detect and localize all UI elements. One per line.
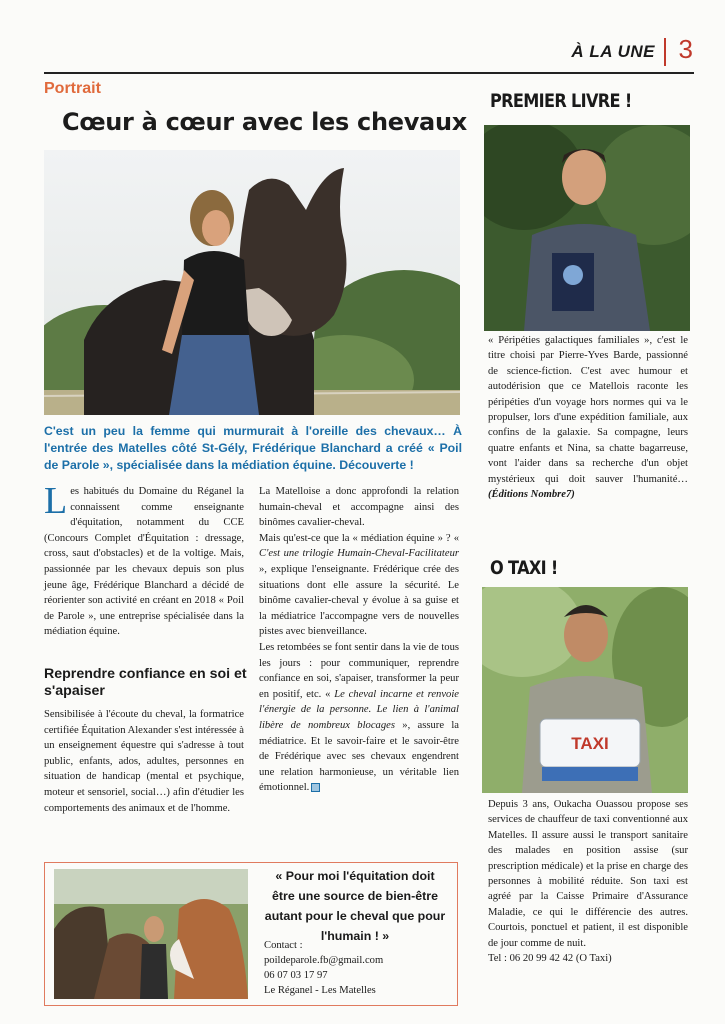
sidebar-book-text xyxy=(488,333,688,502)
inline-quote: Le cheval incarne et renvoie l'énergie de la personne. Le lien à l'animal libère de nombreux blocages xyxy=(259,688,459,731)
body-paragraph: es habitués du Domaine du Réganel la connaissent comme enseignante d'équitation, notamment du CCE (Concours Complet d'Équitation : dressage, cross, saut d'obstacles) et de la voltige. Mais, passionnée par les chevaux depuis son plus jeune âge, Frédérique Blanchard a décidé de réorienter son activité en créant en 2018 « Poil de Parole », une entreprise spécialisée dans la médiation équine. xyxy=(44,486,244,638)
body-paragraph: Mais qu'est-ce que la « médiation équine » ? « C'est une trilogie Humain-Cheval-Facilitateur », explique l'enseignante. Frédérique crée des situations dont elle assure la sécurité. Le binôme cavalier-cheval y évolue à sa guise et la médiatrice l'accompagne vers de nouvelles pistes avec bienveillance. xyxy=(259,532,459,638)
article-column-1-continued xyxy=(44,707,244,816)
sidebar-taxi-text xyxy=(488,797,688,966)
page-number: 3 xyxy=(678,34,693,64)
section-label: À LA UNE xyxy=(571,42,655,61)
sidebar-taxi-phone: Tel : 06 20 99 42 42 (O Taxi) xyxy=(488,953,612,965)
body-paragraph: Les retombées se font sentir dans la vie de tous les jours : pour communiquer, reprendre confiance en soi, s'apaiser, transformer la peur en positif, etc. « Le cheval incarne et renvoie l'énergie de la personne. Le lien à l'animal libère de nombreux blocages », assure la médiatrice. Et le savoir-faire et le savoir-être de Frédérique avec ses chevaux engendrent une relation harmonieuse, un véritable lien émotionnel. xyxy=(259,641,459,794)
sidebar-book-paragraph: « Péripéties galactiques familiales », c'est le titre choisi par Pierre-Yves Barde, passionné de science-fiction. C'est avec humour et autodérision que ce Matellois raconte les péripéties d'un voyage hors normes qui va le propulser, lors d'une expédition familiale, aux confins de la galaxie. Sa compagne, leurs quatre enfants et Nina, sa chatte bagarreuse, vont l'aider dans sa recherche d'un objet mystérieux qui doit sauver l'humanité… xyxy=(488,335,688,485)
taxi-sign-label: TAXI xyxy=(571,734,609,753)
contact-place: Le Réganel - Les Matelles xyxy=(264,985,376,996)
article-kicker: Portrait xyxy=(44,80,101,97)
article-headline: Cœur à cœur avec les chevaux xyxy=(62,108,467,136)
contact-label: Contact : xyxy=(264,940,303,951)
page-number-divider xyxy=(664,38,666,66)
drop-cap: L xyxy=(44,480,68,522)
photo-horses-herd xyxy=(54,869,248,999)
contact-phone: 06 07 03 17 97 xyxy=(264,970,328,981)
body-paragraph: Sensibilisée à l'écoute du cheval, la formatrice certifiée Équitation Alexander s'est intéressée à un enseignement équestre qui s'adresse à tout public, enfants, ados, adultes, personnes en situation de handicap (mental et psychique, moteur et sensoriel, social…) afin d'étudier les comportements des animaux et de l'homme. xyxy=(44,709,244,814)
sidebar-book-credit: (Éditions Nombre7) xyxy=(488,489,575,501)
header-rule xyxy=(44,72,694,74)
main-photo-woman-with-horse xyxy=(44,150,460,415)
article-column-2 xyxy=(259,484,459,796)
sidebar-taxi-paragraph: Depuis 3 ans, Oukacha Ouassou propose ses services de chauffeur de taxi conventionné aux Matelles. Il assure aussi le transport sanitaire des malades en position assise (sur prescription médicale) et la prise en charge des personnes à mobilité réduite. Son taxi est agréé par la Caisse Primaire d'Assurance Maladie, ce qui le différencie des autres. Courtois, ponctuel et patient, il est disponible de jour comme de nuit. xyxy=(488,799,688,949)
article-column-1 xyxy=(44,480,244,640)
body-paragraph: La Matelloise a donc approfondi la relation humain-cheval et accompagne ainsi des binômes cavalier-cheval. xyxy=(259,486,459,529)
end-mark-icon xyxy=(311,783,320,792)
photo-taxi-driver xyxy=(482,587,688,793)
pull-quote: « Pour moi l'équitation doit être une source de bien-être autant pour le cheval que pour l'humain ! » xyxy=(264,869,446,943)
sidebar-taxi-title: O TAXI ! xyxy=(490,557,558,579)
photo-author-with-book xyxy=(484,125,690,331)
article-subheading: Reprendre confiance en soi et s'apaiser xyxy=(44,666,247,699)
contact-block xyxy=(264,938,454,998)
sidebar-book-title: PREMIER LIVRE ! xyxy=(490,90,632,112)
article-lede: C'est un peu la femme qui murmurait à l'oreille des chevaux… À l'entrée des Matelles côté St-Gély, Frédérique Blanchard a créé « Poil de Parole », spécialisée dans la médiation équine. Découverte ! xyxy=(44,424,462,472)
inline-quote: C'est une trilogie Humain-Cheval-Facilitateur xyxy=(259,548,459,560)
contact-email: poildeparole.fb@gmail.com xyxy=(264,955,384,966)
